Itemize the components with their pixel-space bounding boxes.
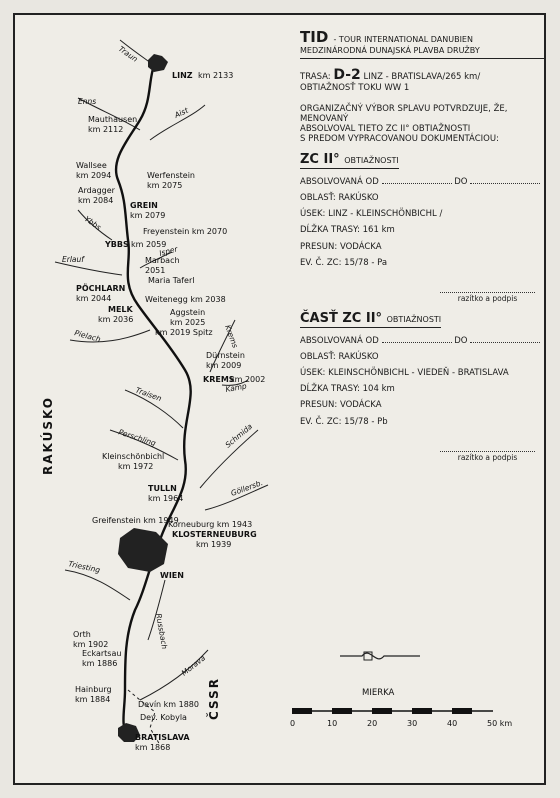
- river-label: Perschling: [117, 427, 157, 448]
- header-tid: TID: [300, 28, 329, 46]
- map-label: Korneuburg km 1943: [168, 520, 253, 529]
- section2-from-field[interactable]: [382, 334, 452, 343]
- country-label-austria: RAKÚSKO: [41, 396, 55, 475]
- confirmation-line-4: S PREDOM VYPRACOVANOU DOKUMENTÁCIOU:: [300, 134, 499, 145]
- linz-area: [148, 54, 168, 72]
- map-label: km 2009: [206, 361, 242, 370]
- map-label: km 1886: [82, 659, 118, 668]
- header-title: [300, 28, 545, 46]
- section1-absolved-label: ABSOLVOVANÁ OD: [300, 176, 379, 187]
- map-label: Kleinschönbichl: [102, 452, 165, 461]
- header-tid-sub: - TOUR INTERNATIONAL DANUBIEN: [333, 35, 473, 44]
- map-label: Wallsee: [76, 161, 107, 170]
- river-label: Triesting: [67, 559, 101, 575]
- triesting-river: [65, 570, 130, 600]
- section1-area: OBLASŤ: RAKÚSKO: [300, 193, 379, 204]
- map-label: Aggstein: [170, 308, 206, 317]
- map-label: Weitenegg km 2038: [145, 295, 226, 304]
- map-label: km 2079: [130, 211, 166, 220]
- map-label: Dürnstein: [206, 351, 245, 360]
- map-label: km 2112: [88, 125, 124, 134]
- section1-segment: ÚSEK: LINZ - KLEINSCHÖNBICHL /: [300, 209, 443, 220]
- route-rest: LINZ - BRATISLAVA/265 km/: [363, 71, 481, 82]
- scale-segment: [292, 708, 312, 714]
- map-label: km 1939: [196, 540, 232, 549]
- scale-tick: 10: [327, 719, 338, 728]
- river-label: Krems: [223, 323, 240, 350]
- map-label: Devín km 1880: [138, 700, 199, 709]
- scale-tick: 20: [367, 719, 378, 728]
- scale-segment: [372, 708, 392, 714]
- route-code: D-2: [333, 66, 361, 83]
- map-label: km 1884: [75, 695, 111, 704]
- river-label: Göllersb.: [229, 478, 265, 498]
- scale-segment: [332, 708, 352, 714]
- confirmation-line-2: MENOVANÝ: [300, 113, 349, 124]
- map-label: km 2044: [76, 294, 112, 303]
- confirmation-line-1: ORGANIZAČNÝ VÝBOR SPLAVU POTVRDZUJE, ŽE,: [300, 103, 508, 114]
- certificate-panel: [300, 28, 545, 462]
- section2-segment: ÚSEK: KLEINSCHÖNBICHL - VIEDEŇ - BRATISLAVA: [300, 368, 509, 379]
- map-label: Marbach: [145, 256, 180, 265]
- section1-length: DĹŽKA TRASY: 161 km: [300, 225, 395, 236]
- map-label: km 2084: [78, 196, 114, 205]
- river-label: Pielach: [73, 328, 102, 344]
- section1-to-field[interactable]: [470, 175, 540, 184]
- section2-title-suffix: OBTIAŽNOSTI: [386, 315, 442, 325]
- map-label: GREIN: [130, 201, 158, 210]
- map-label: 2051: [145, 266, 166, 275]
- map-label: BRATISLAVA: [135, 733, 190, 742]
- map-label: km 2133: [198, 71, 234, 80]
- river-label: Isper: [158, 244, 179, 258]
- map-label: Freyenstein km 2070: [143, 227, 228, 236]
- map-label: km 1902: [73, 640, 109, 649]
- section2-title-main: ČASŤ ZC II°: [300, 311, 383, 327]
- river-label: Kamp: [224, 381, 248, 394]
- confirmation-line-3: ABSOLVOVAL TIETO ZC II° OBTIAŽNOSTI: [300, 123, 471, 134]
- country-label-cssr: ČSSR: [207, 676, 221, 720]
- scale-tick: 0: [290, 719, 296, 728]
- scale-title: MIERKA: [362, 688, 395, 698]
- scale-segment: [452, 708, 472, 714]
- scale-segment: [412, 708, 432, 714]
- section2-title: [300, 311, 441, 328]
- map-label: KREMS: [203, 375, 235, 384]
- section2-stamp: razítko a podpis: [440, 451, 535, 462]
- section2-transfer: PRESUN: VODÁCKA: [300, 400, 382, 411]
- section1-title-suffix: OBTIAŽNOSTI: [344, 156, 399, 166]
- map-label: Ardagger: [78, 186, 115, 195]
- map-label: km 2059: [131, 240, 167, 249]
- section2-absolved-row: [300, 334, 545, 346]
- river-label: Erlauf: [62, 255, 84, 264]
- section2-do-label: DO: [454, 335, 468, 346]
- river-label: Traisen: [134, 385, 163, 404]
- map-label: KLOSTERNEUBURG: [172, 530, 257, 539]
- wien-area: [118, 528, 168, 572]
- section1-from-field[interactable]: [382, 175, 452, 184]
- map-label: Maria Taferl: [148, 276, 195, 285]
- map-label: TULLN: [148, 484, 177, 493]
- scale-tick: 50 km: [487, 719, 513, 728]
- map-label: PÖCHLARN: [76, 284, 126, 293]
- map-label: Mauthausen: [88, 115, 138, 124]
- river-label: Morava: [179, 653, 208, 678]
- map-label: Greifenstein km 1949: [92, 516, 179, 525]
- map-scale: [290, 652, 512, 728]
- difficulty-line: OBTIAŽNOSŤ TOKU WW 1: [300, 83, 410, 94]
- section2-number: EV. Č. ZC: 15/78 - Pb: [300, 416, 388, 427]
- header-subtitle: MEDZINÁRODNÁ DUNAJSKÁ PLAVBA DRUŽBY: [300, 46, 545, 59]
- tributaries: [55, 40, 268, 700]
- map-label: YBBS: [105, 240, 129, 249]
- route-line: [300, 67, 545, 84]
- river-label: Russbach: [154, 612, 170, 650]
- map-label: km 2019 Spitz: [155, 328, 213, 337]
- map-label: km 2094: [76, 171, 112, 180]
- section2-area: OBLASŤ: RAKÚSKO: [300, 351, 379, 362]
- map-label: km 1964: [148, 494, 184, 503]
- map-label: km 1972: [118, 462, 154, 471]
- map-label: LINZ: [172, 71, 193, 80]
- scale-tick: 30: [407, 719, 418, 728]
- map-label: km 2075: [147, 181, 183, 190]
- map-label: Eckartsau: [82, 649, 122, 658]
- map-label: km 2025: [170, 318, 206, 327]
- map-label: Orth: [73, 630, 91, 639]
- scale-squiggle: [340, 653, 420, 659]
- section1-title-main: ZC II°: [300, 152, 340, 168]
- section1-number: EV. Č. ZC: 15/78 - Pa: [300, 257, 388, 268]
- river-label: Aist: [173, 105, 190, 120]
- river-label: Traun: [116, 44, 140, 64]
- map-label: WIEN: [160, 571, 184, 580]
- section2-length: DĹŽKA TRASY: 104 km: [300, 384, 395, 395]
- map-label: km 2036: [98, 315, 134, 324]
- river-label: Enns: [78, 97, 97, 106]
- section1-transfer: PRESUN: VODÁCKA: [300, 241, 382, 252]
- map-label: Dev. Kobyla: [140, 713, 187, 722]
- section1-absolved-row: [300, 175, 545, 187]
- map-label: km 1868: [135, 743, 171, 752]
- section1-title: [300, 152, 399, 169]
- section1-do-label: DO: [454, 176, 468, 187]
- route-prefix: TRASA:: [300, 71, 331, 82]
- section2-to-field[interactable]: [470, 334, 540, 343]
- map-label: Werfenstein: [147, 171, 195, 180]
- section1-stamp: razítko a podpis: [440, 292, 535, 303]
- map-label: km 2002: [230, 375, 266, 384]
- river-label: Ybbs: [82, 214, 103, 232]
- river-label: Schmida: [223, 421, 255, 450]
- section2-absolved-label: ABSOLVOVANÁ OD: [300, 335, 379, 346]
- scale-tick: 40: [447, 719, 458, 728]
- map-label: MELK: [108, 305, 133, 314]
- map-label: Hainburg: [75, 685, 112, 694]
